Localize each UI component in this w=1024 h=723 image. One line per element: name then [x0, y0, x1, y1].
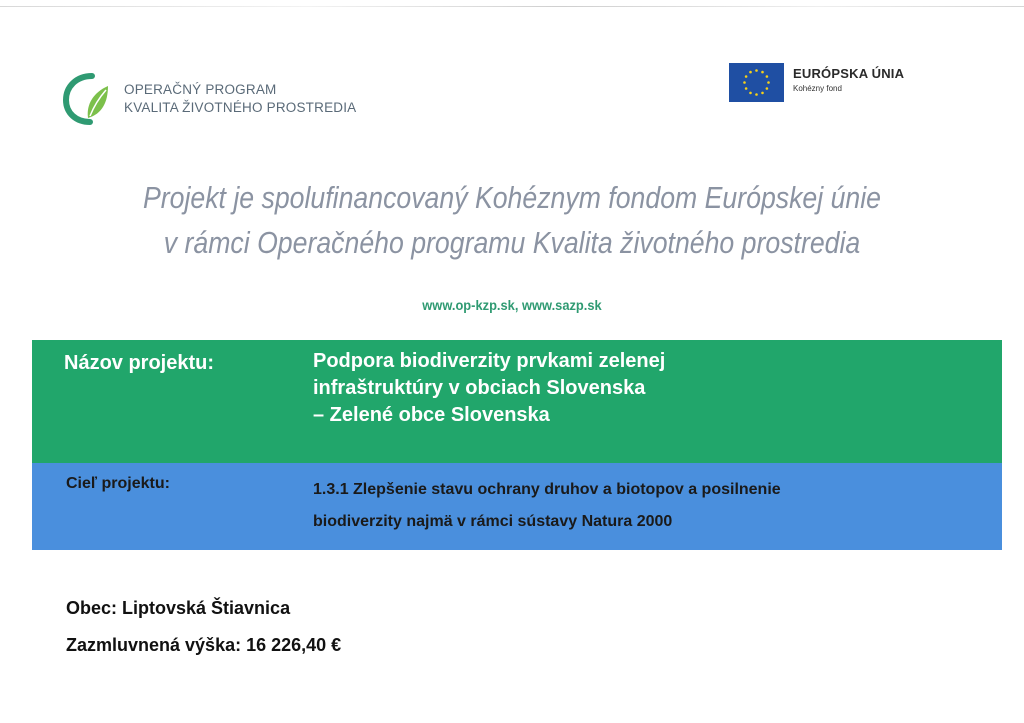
scan-border-line — [0, 6, 1024, 7]
project-name-line: infraštruktúry v obciach Slovenska — [313, 377, 646, 399]
headline-line1: Projekt je spolufinancovaný Kohéznym fondom Európskej únie — [142, 180, 882, 215]
eu-flag-icon — [729, 63, 784, 102]
project-goal-value — [313, 474, 781, 538]
eu-title: EURÓPSKA ÚNIA — [793, 66, 905, 81]
project-name-panel — [32, 340, 1002, 463]
eu-star-icon — [767, 81, 770, 84]
project-goal-line: 1.3.1 Zlepšenie stavu ochrany druhov a biotopov a posilnenie — [313, 481, 781, 498]
eu-star-icon — [761, 71, 764, 74]
project-name-line: – Zelené obce Slovenska — [313, 404, 550, 426]
eu-star-icon — [755, 93, 758, 96]
project-name-value — [313, 348, 665, 429]
eu-star-icon — [755, 69, 758, 72]
eu-star-icon — [761, 92, 764, 95]
program-title-line2: KVALITA ŽIVOTNÉHO PROSTREDIA — [124, 100, 357, 115]
eu-star-icon — [749, 71, 752, 74]
project-name-label: Názov projektu: — [64, 352, 215, 374]
eu-star-icon — [745, 75, 748, 78]
program-title-line1: OPERAČNÝ PROGRAM — [124, 82, 277, 97]
municipality-text: Obec: Liptovská Štiavnica — [66, 598, 291, 618]
website-links: www.op-kzp.sk, www.sazp.sk — [422, 297, 602, 313]
op-kzp-logo-icon — [62, 70, 114, 126]
contract-amount-text: Zazmluvnená výška: 16 226,40 € — [66, 635, 342, 655]
program-title — [124, 81, 356, 117]
headline-line2: v rámci Operačného programu Kvalita životného prostredia — [163, 225, 861, 260]
project-goal-label: Cieľ projektu: — [66, 475, 170, 492]
eu-star-icon — [743, 81, 746, 84]
project-goal-line: biodiverzity najmä v rámci sústavy Natura 2000 — [313, 513, 673, 530]
eu-star-icon — [766, 75, 769, 78]
cofinancing-headline — [72, 175, 953, 265]
project-goal-panel — [32, 463, 1002, 550]
eu-star-icon — [749, 92, 752, 95]
eu-star-icon — [766, 87, 769, 90]
eu-star-icon — [745, 87, 748, 90]
project-name-line: Podpora biodiverzity prvkami zelenej — [313, 350, 666, 372]
eu-subtitle: Kohézny fond — [793, 84, 842, 93]
